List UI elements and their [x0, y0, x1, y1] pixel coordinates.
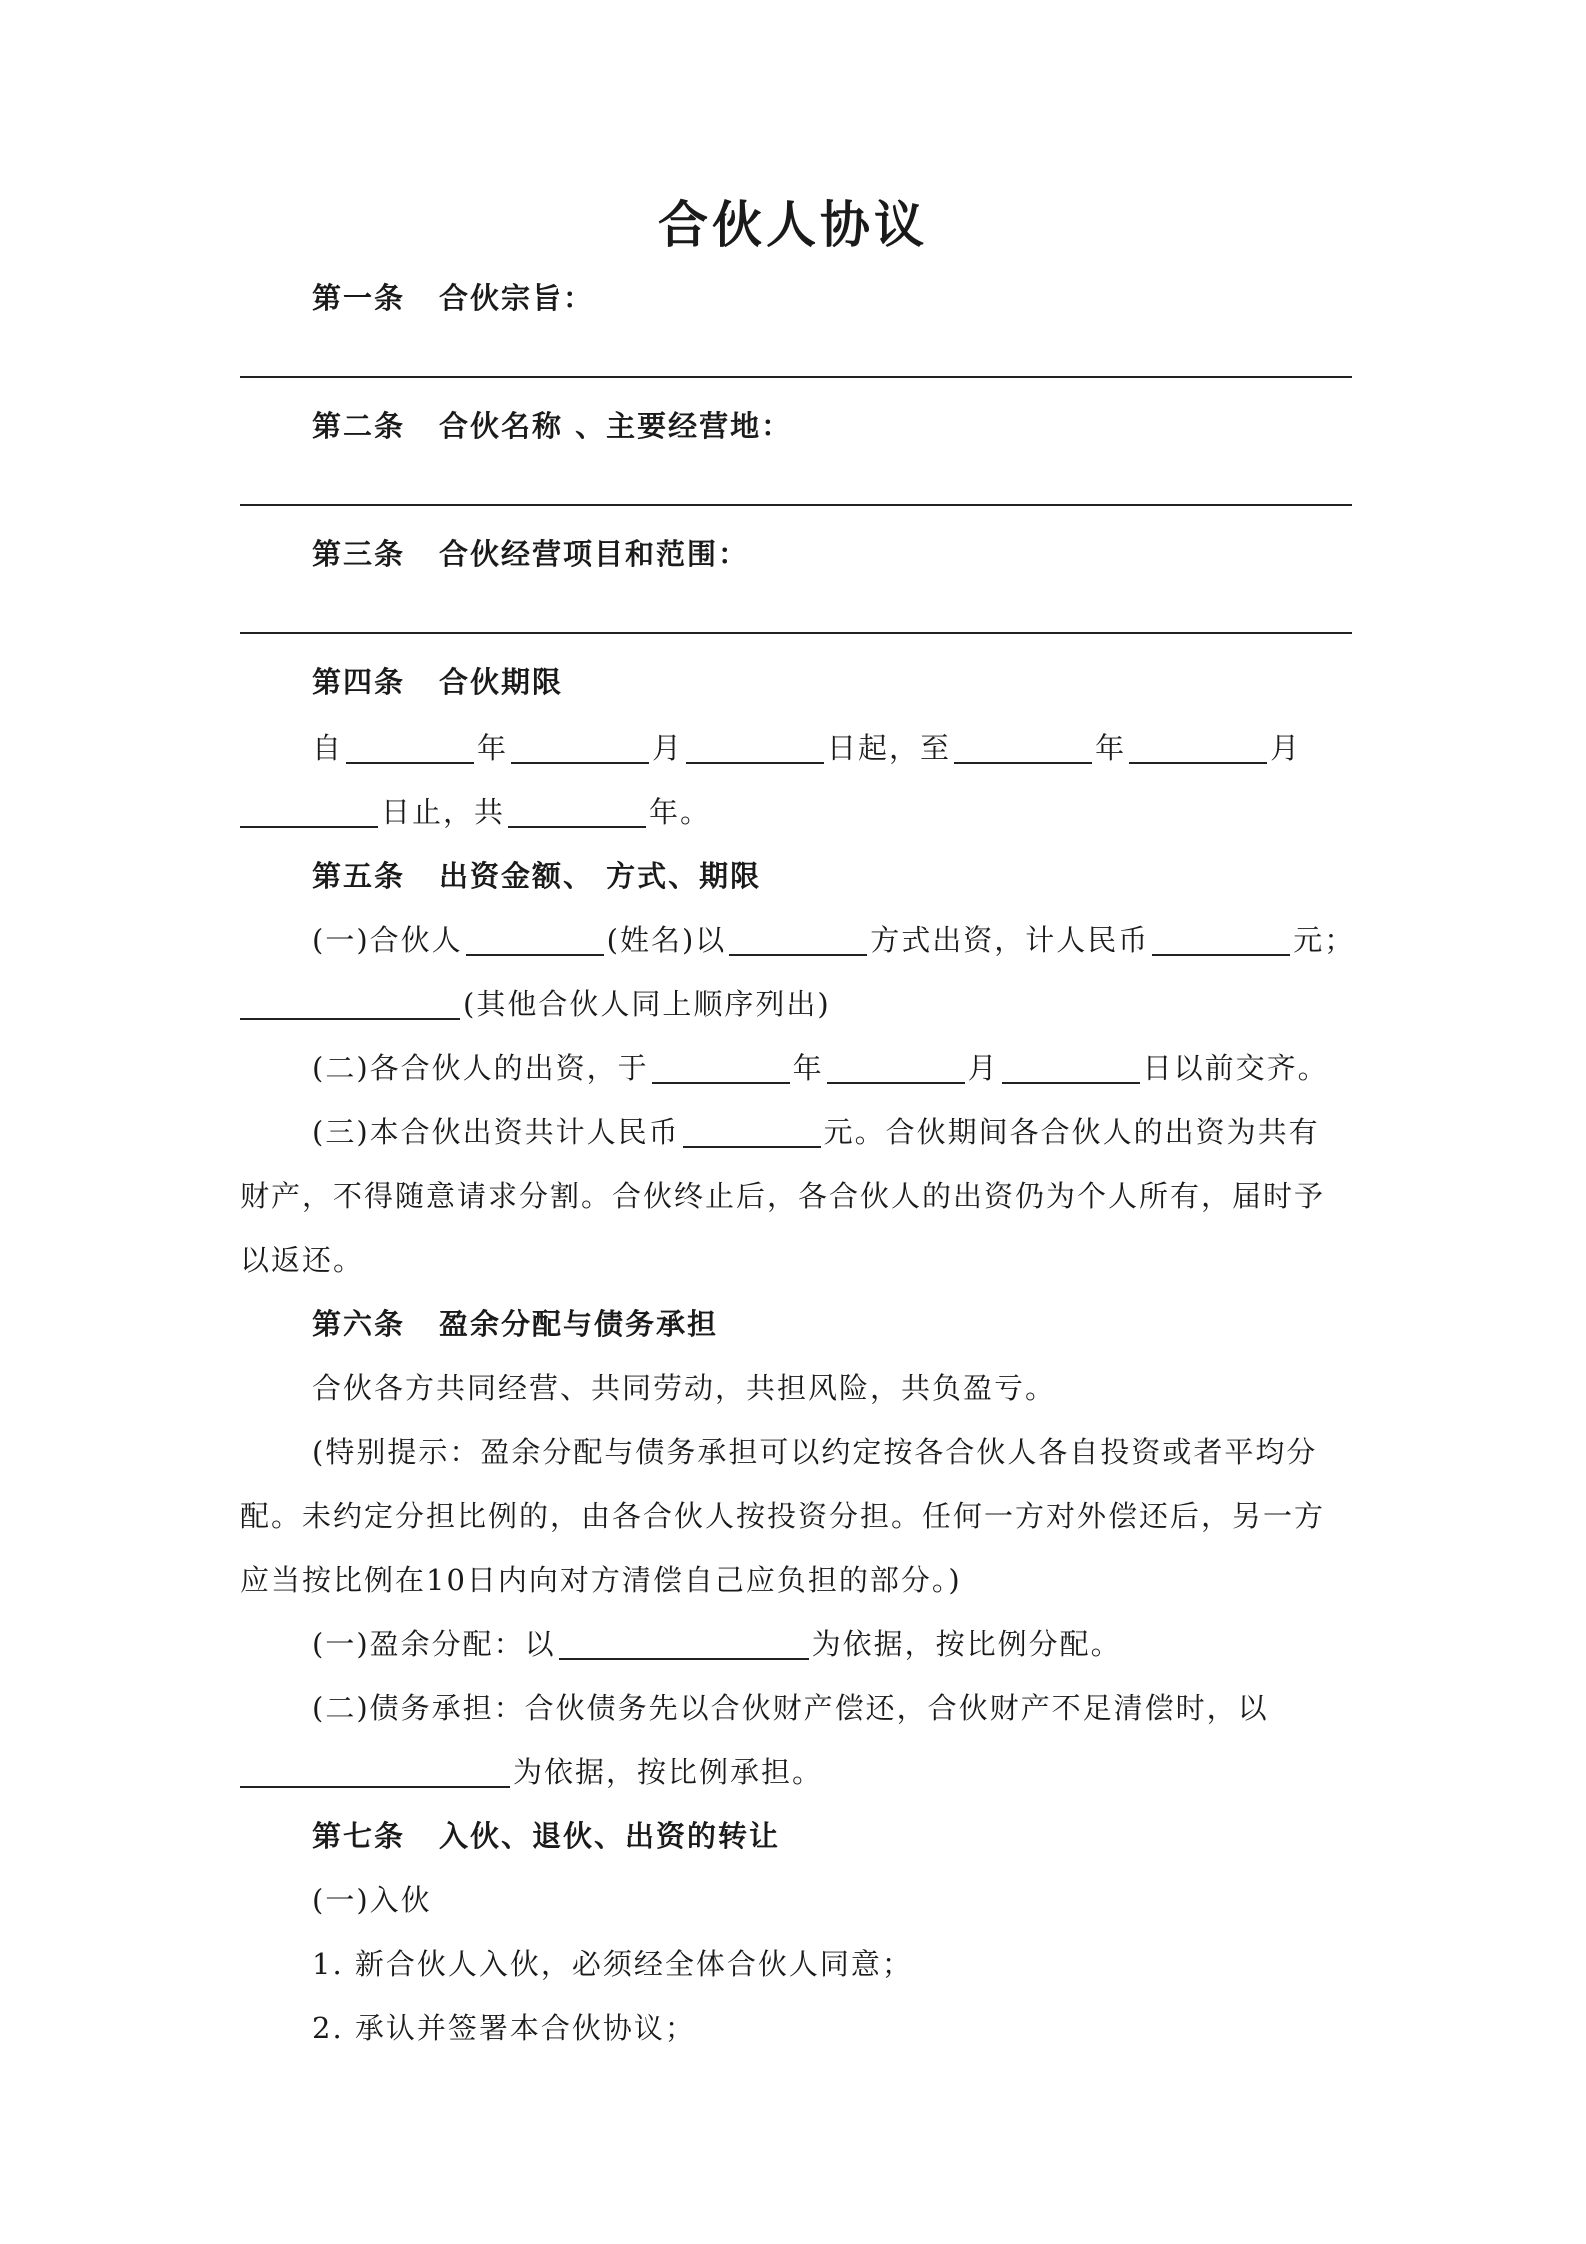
contribution-method-blank[interactable] — [729, 924, 867, 956]
article-6-surplus-clause — [312, 1622, 1352, 1666]
article-7-subheading-admission: (一)入伙 — [312, 1883, 432, 1917]
article-6-note-line-1: (特别提示：盈余分配与债务承担可以约定按各合伙人各自投资或者平均分 — [312, 1435, 1318, 1469]
article-6-heading — [312, 1302, 1352, 1346]
article-2-number: 第二条 — [312, 409, 406, 443]
article-3-title: 合伙经营项目和范围： — [439, 537, 750, 571]
article-5-heading — [312, 854, 1352, 898]
text: 方式出资，计人民币 — [870, 923, 1150, 957]
start-month-blank[interactable] — [511, 732, 649, 764]
text: 为依据，按比例分配。 — [811, 1627, 1122, 1661]
article-2-fill-line[interactable] — [240, 504, 1352, 506]
text: (一)合伙人 — [312, 923, 463, 957]
article-7-title: 入伙、退伙、出资的转让 — [439, 1819, 781, 1853]
document-title: 合伙人协议 — [658, 195, 928, 254]
article-6-number: 第六条 — [312, 1307, 406, 1341]
article-7-number: 第七条 — [312, 1819, 406, 1853]
article-6-note-line-2: 配。未约定分担比例的，由各合伙人按投资分担。任何一方对外偿还后，另一方 — [240, 1499, 1326, 1533]
text-year: 年 — [1095, 731, 1127, 765]
article-6-title: 盈余分配与债务承担 — [439, 1307, 719, 1341]
text: 为依据，按比例承担。 — [513, 1755, 824, 1789]
article-5-clause-1 — [312, 918, 1356, 962]
article-2-title: 合伙名称 、主要经营地： — [439, 409, 793, 443]
article-1-title: 合伙宗旨： — [439, 281, 595, 315]
article-5-clause-3-line-2: 财产，不得随意请求分割。合伙终止后，各合伙人的出资仍为个人所有，届时予 — [240, 1179, 1326, 1213]
article-5-clause-2 — [312, 1046, 1352, 1090]
text: 年 — [792, 1051, 824, 1085]
deadline-year-blank[interactable] — [652, 1052, 790, 1084]
article-5-clause-3-line-3: 以返还。 — [240, 1243, 365, 1277]
article-4-title: 合伙期限 — [439, 665, 564, 699]
article-5-clause-3 — [312, 1110, 1352, 1154]
article-5-title: 出资金额、 方式、期限 — [439, 859, 762, 893]
deadline-day-blank[interactable] — [1002, 1052, 1140, 1084]
article-6-debt-clause-continued — [240, 1750, 1350, 1794]
article-6-paragraph: 合伙各方共同经营、共同劳动，共担风险，共负盈亏。 — [312, 1371, 1057, 1405]
article-6-note-line-3: 应当按比例在10日内向对方清偿自己应负担的部分。) — [240, 1563, 962, 1597]
article-4-heading — [312, 660, 1352, 704]
end-month-blank[interactable] — [1129, 732, 1267, 764]
text-years: 年。 — [649, 795, 712, 829]
article-1-number: 第一条 — [312, 281, 406, 315]
text: 日以前交齐。 — [1142, 1051, 1329, 1085]
article-1-fill-line[interactable] — [240, 376, 1352, 378]
article-5-number: 第五条 — [312, 859, 406, 893]
partner-name-blank[interactable] — [466, 924, 604, 956]
contribution-amount-blank[interactable] — [1152, 924, 1290, 956]
total-years-blank[interactable] — [508, 796, 646, 828]
other-partners-blank[interactable] — [240, 988, 460, 1020]
deadline-month-blank[interactable] — [827, 1052, 965, 1084]
article-3-heading — [312, 532, 1352, 576]
article-5-clause-1-continued — [240, 982, 1350, 1026]
article-6-debt-clause: (二)债务承担：合伙债务先以合伙财产偿还，合伙财产不足清偿时，以 — [312, 1691, 1269, 1725]
article-4-number: 第四条 — [312, 665, 406, 699]
text-day-total: 日止，共 — [381, 795, 506, 829]
text: (其他合伙人同上顺序列出) — [463, 987, 831, 1021]
start-day-blank[interactable] — [686, 732, 824, 764]
start-year-blank[interactable] — [346, 732, 474, 764]
text: (一)盈余分配：以 — [312, 1627, 556, 1661]
end-day-blank[interactable] — [240, 796, 378, 828]
text-from: 自 — [312, 731, 344, 765]
text-day-from-to: 日起，至 — [827, 731, 952, 765]
text: (三)本合伙出资共计人民币 — [312, 1115, 680, 1149]
total-capital-blank[interactable] — [683, 1116, 821, 1148]
article-7-heading — [312, 1814, 1352, 1858]
article-1-heading — [312, 276, 1352, 320]
article-4-period-line-1 — [312, 726, 1352, 770]
text-year: 年 — [477, 731, 509, 765]
debt-basis-blank[interactable] — [240, 1756, 510, 1788]
article-4-period-line-2 — [240, 790, 1350, 834]
text: 元； — [1293, 923, 1356, 957]
text: (姓名)以 — [606, 923, 727, 957]
text-month: 月 — [1270, 731, 1302, 765]
article-3-number: 第三条 — [312, 537, 406, 571]
end-year-blank[interactable] — [954, 732, 1092, 764]
article-7-item-1: 1. 新合伙人入伙，必须经全体合伙人同意； — [312, 1947, 913, 1981]
article-7-item-2: 2. 承认并签署本合伙协议； — [312, 2011, 696, 2045]
article-2-heading — [312, 404, 1352, 448]
text: (二)各合伙人的出资，于 — [312, 1051, 649, 1085]
text: 元。合伙期间各合伙人的出资为共有 — [823, 1115, 1320, 1149]
text: 月 — [967, 1051, 999, 1085]
article-3-fill-line[interactable] — [240, 632, 1352, 634]
text-month: 月 — [652, 731, 684, 765]
surplus-basis-blank[interactable] — [559, 1628, 809, 1660]
